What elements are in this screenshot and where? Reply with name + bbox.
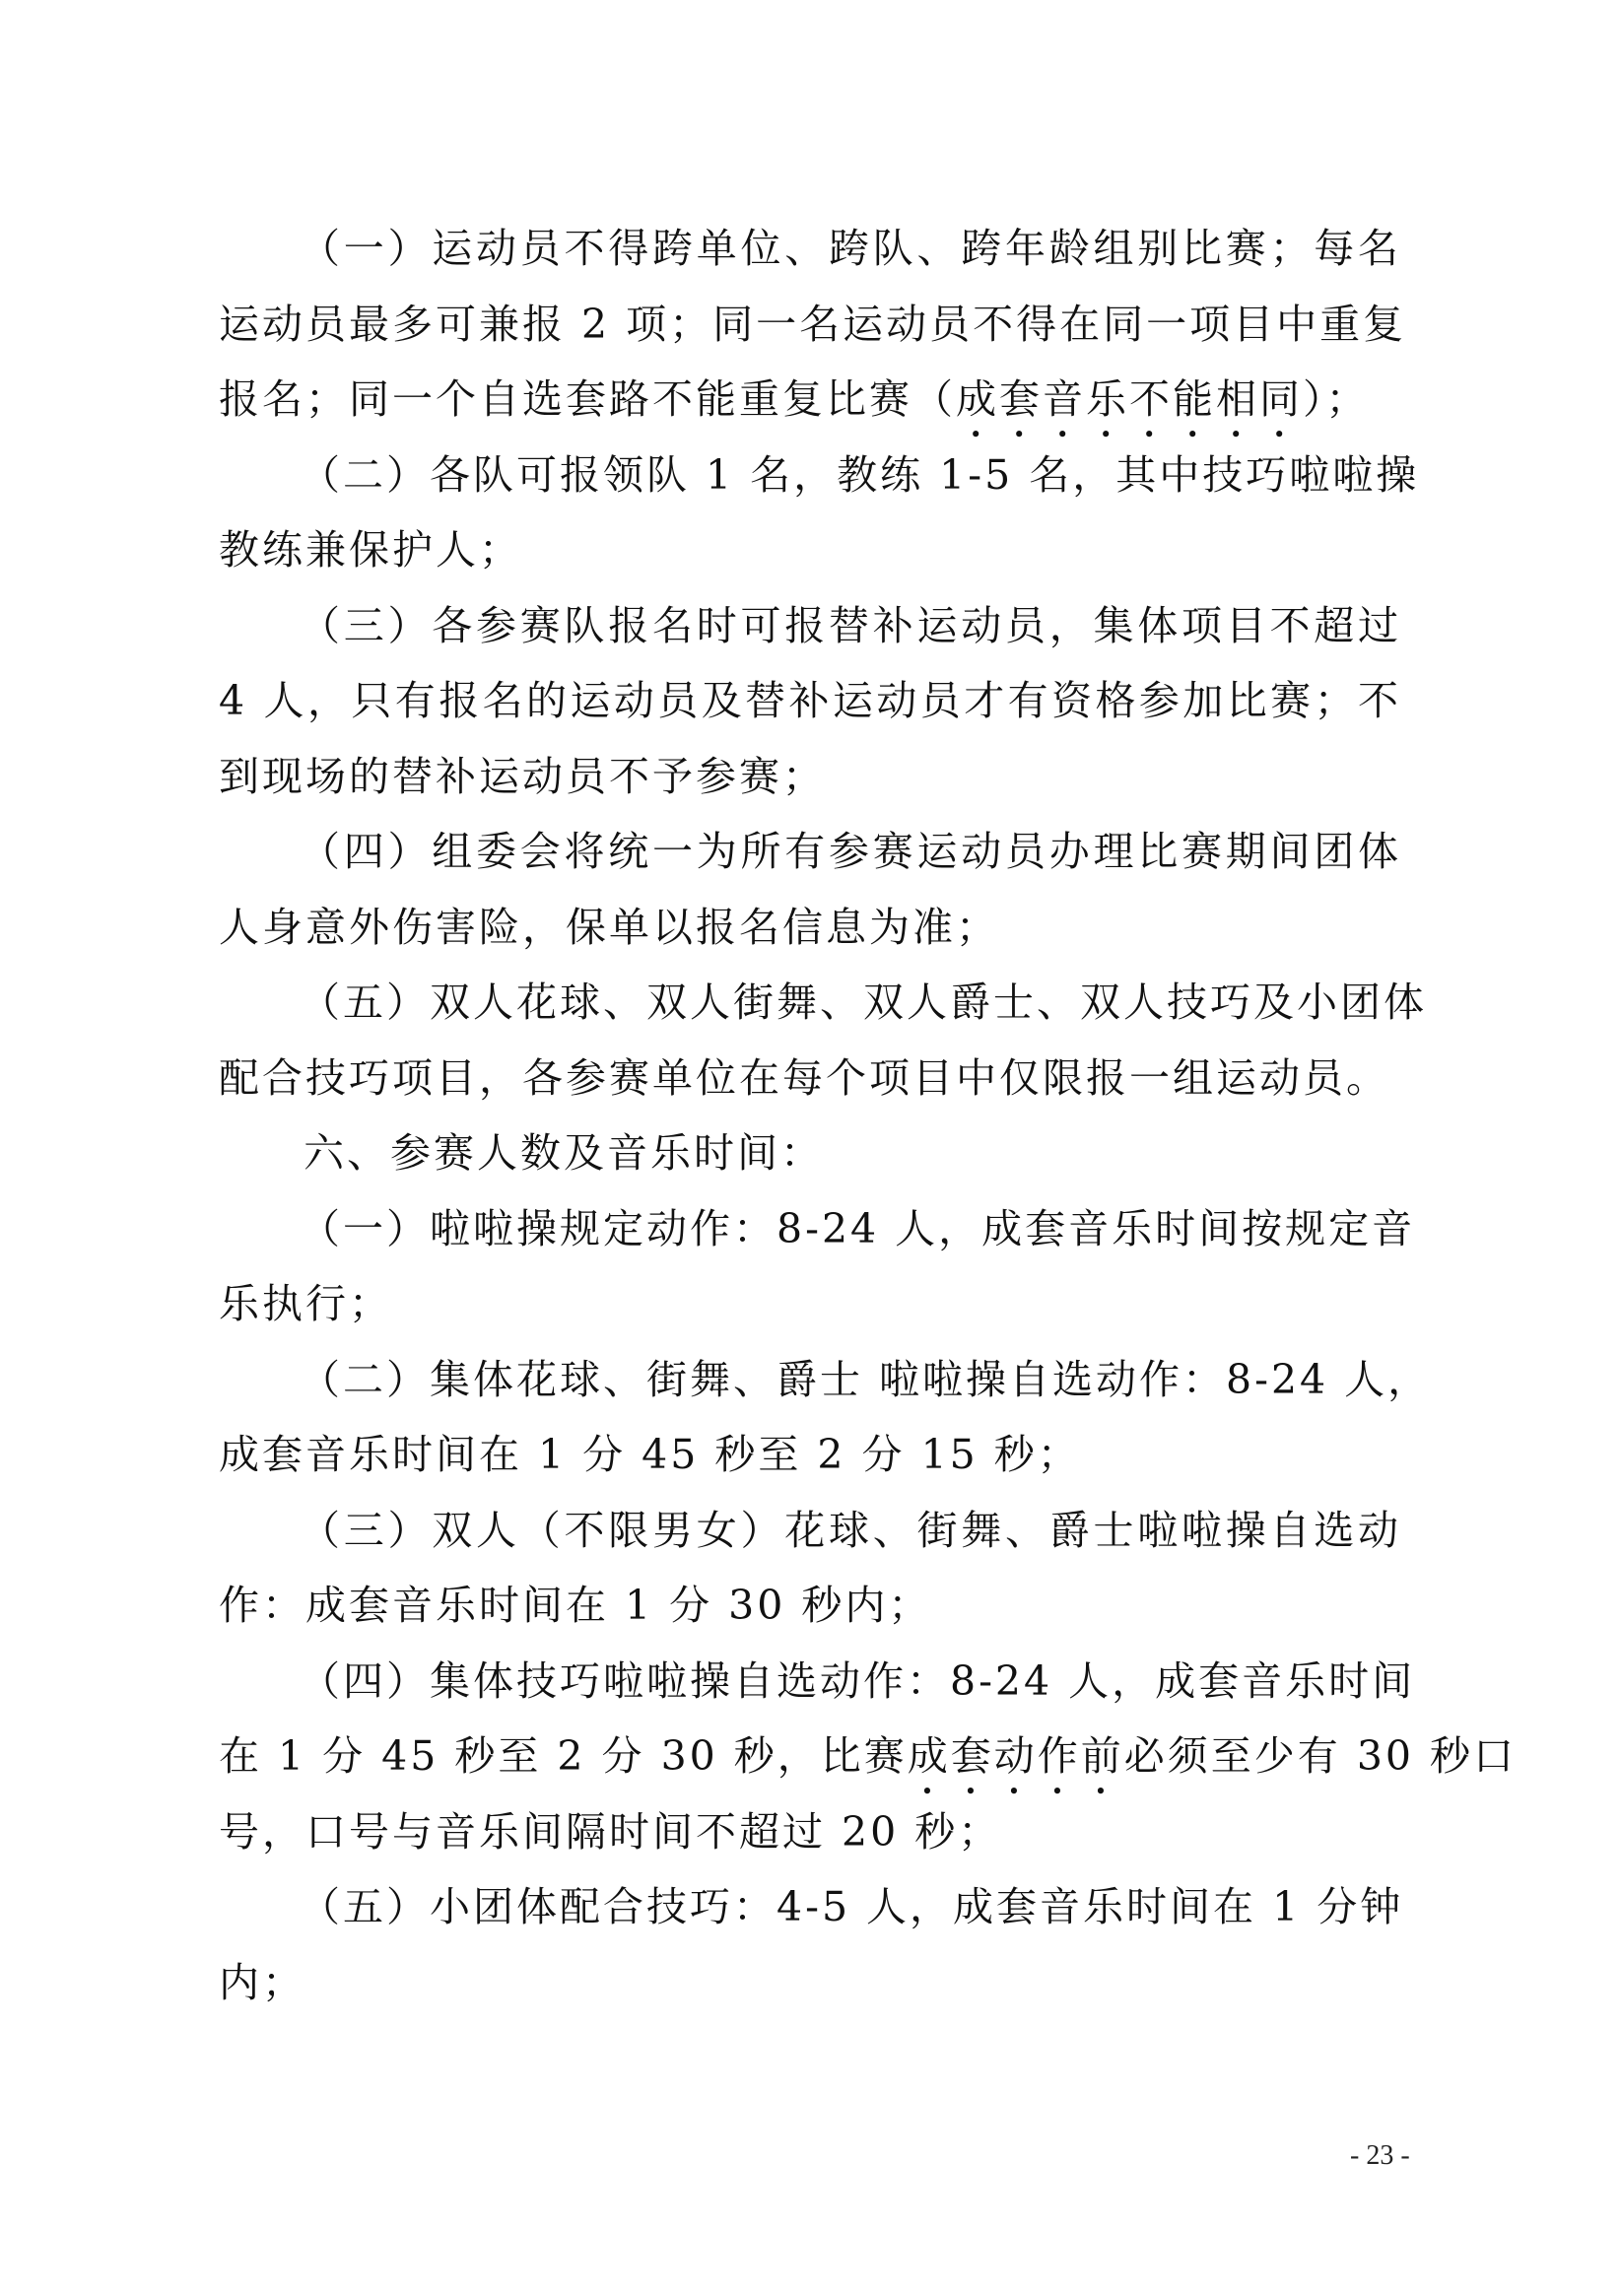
- line-3-before: 报名；同一个自选套路不能重复比赛（: [219, 375, 956, 423]
- paragraph-1-line-2: 运动员最多可兼报 2 项；同一名运动员不得在同一项目中重复: [219, 300, 1407, 348]
- emphasized-text-routine: 成套动作前: [907, 1732, 1124, 1780]
- paragraph-9-line-2: [219, 1719, 1518, 1794]
- line-3-after: ）；: [1303, 375, 1370, 423]
- paragraph-4-line-2: 人身意外伤害险，保单以报名信息为准；: [219, 903, 999, 951]
- paragraph-2-line-2: 教练兼保护人；: [219, 526, 522, 574]
- paragraph-9-line-3: 号，口号与音乐间隔时间不超过 20 秒；: [219, 1807, 1002, 1856]
- paragraph-3-line-1: （三）各参赛队报名时可报替补运动员，集体项目不超过: [300, 601, 1401, 649]
- paragraph-10-line-2: 内；: [219, 1958, 305, 2006]
- paragraph-1-line-3: [219, 362, 1401, 438]
- paragraph-2-line-1: （二）各队可报领队 1 名，教练 1-5 名，其中技巧啦啦操: [300, 450, 1420, 499]
- paragraph-10-line-1: （五）小团体配合技巧：4-5 人，成套音乐时间在 1 分钟: [300, 1883, 1404, 1930]
- paragraph-8-line-2: 作：成套音乐时间在 1 分 30 秒内；: [219, 1582, 932, 1629]
- paragraph-6-line-2: 乐执行；: [219, 1280, 392, 1327]
- paragraph-8-line-1: （三）双人（不限男女）花球、街舞、爵士啦啦操自选动: [300, 1506, 1401, 1554]
- line-21-before: 在 1 分 45 秒至 2 分 30 秒，比赛: [219, 1732, 908, 1780]
- paragraph-6-line-1: （一）啦啦操规定动作：8-24 人，成套音乐时间按规定音: [300, 1204, 1416, 1252]
- paragraph-7-line-2: 成套音乐时间在 1 分 45 秒至 2 分 15 秒；: [219, 1431, 1081, 1478]
- paragraph-7-line-1: （二）集体花球、街舞、爵士 啦啦操自选动作：8-24 人，: [300, 1355, 1432, 1403]
- paragraph-4-line-1: （四）组委会将统一为所有参赛运动员办理比赛期间团体: [300, 828, 1401, 875]
- paragraph-5-line-2: 配合技巧项目，各参赛单位在每个项目中仅限报一组运动员。: [219, 1053, 1389, 1102]
- page-number: - 23 -: [1350, 2140, 1410, 2171]
- paragraph-3-line-3: 到现场的替补运动员不予参赛；: [219, 752, 826, 800]
- section-heading-six: 六、参赛人数及音乐时间：: [304, 1129, 824, 1177]
- emphasized-text-music: 成套音乐不能相同: [956, 375, 1303, 423]
- paragraph-1-line-1: （一）运动员不得跨单位、跨队、跨年龄组别比赛；每名: [300, 225, 1401, 272]
- paragraph-9-line-1: （四）集体技巧啦啦操自选动作：8-24 人，成套音乐时间: [300, 1656, 1416, 1705]
- paragraph-3-line-2: 4 人，只有报名的运动员及替补运动员才有资格参加比赛；不: [219, 677, 1401, 724]
- paragraph-5-line-1: （五）双人花球、双人街舞、双人爵士、双人技巧及小团体: [300, 979, 1427, 1026]
- body-text: [219, 211, 1518, 2020]
- line-21-after: 必须至少有 30 秒口: [1123, 1732, 1518, 1780]
